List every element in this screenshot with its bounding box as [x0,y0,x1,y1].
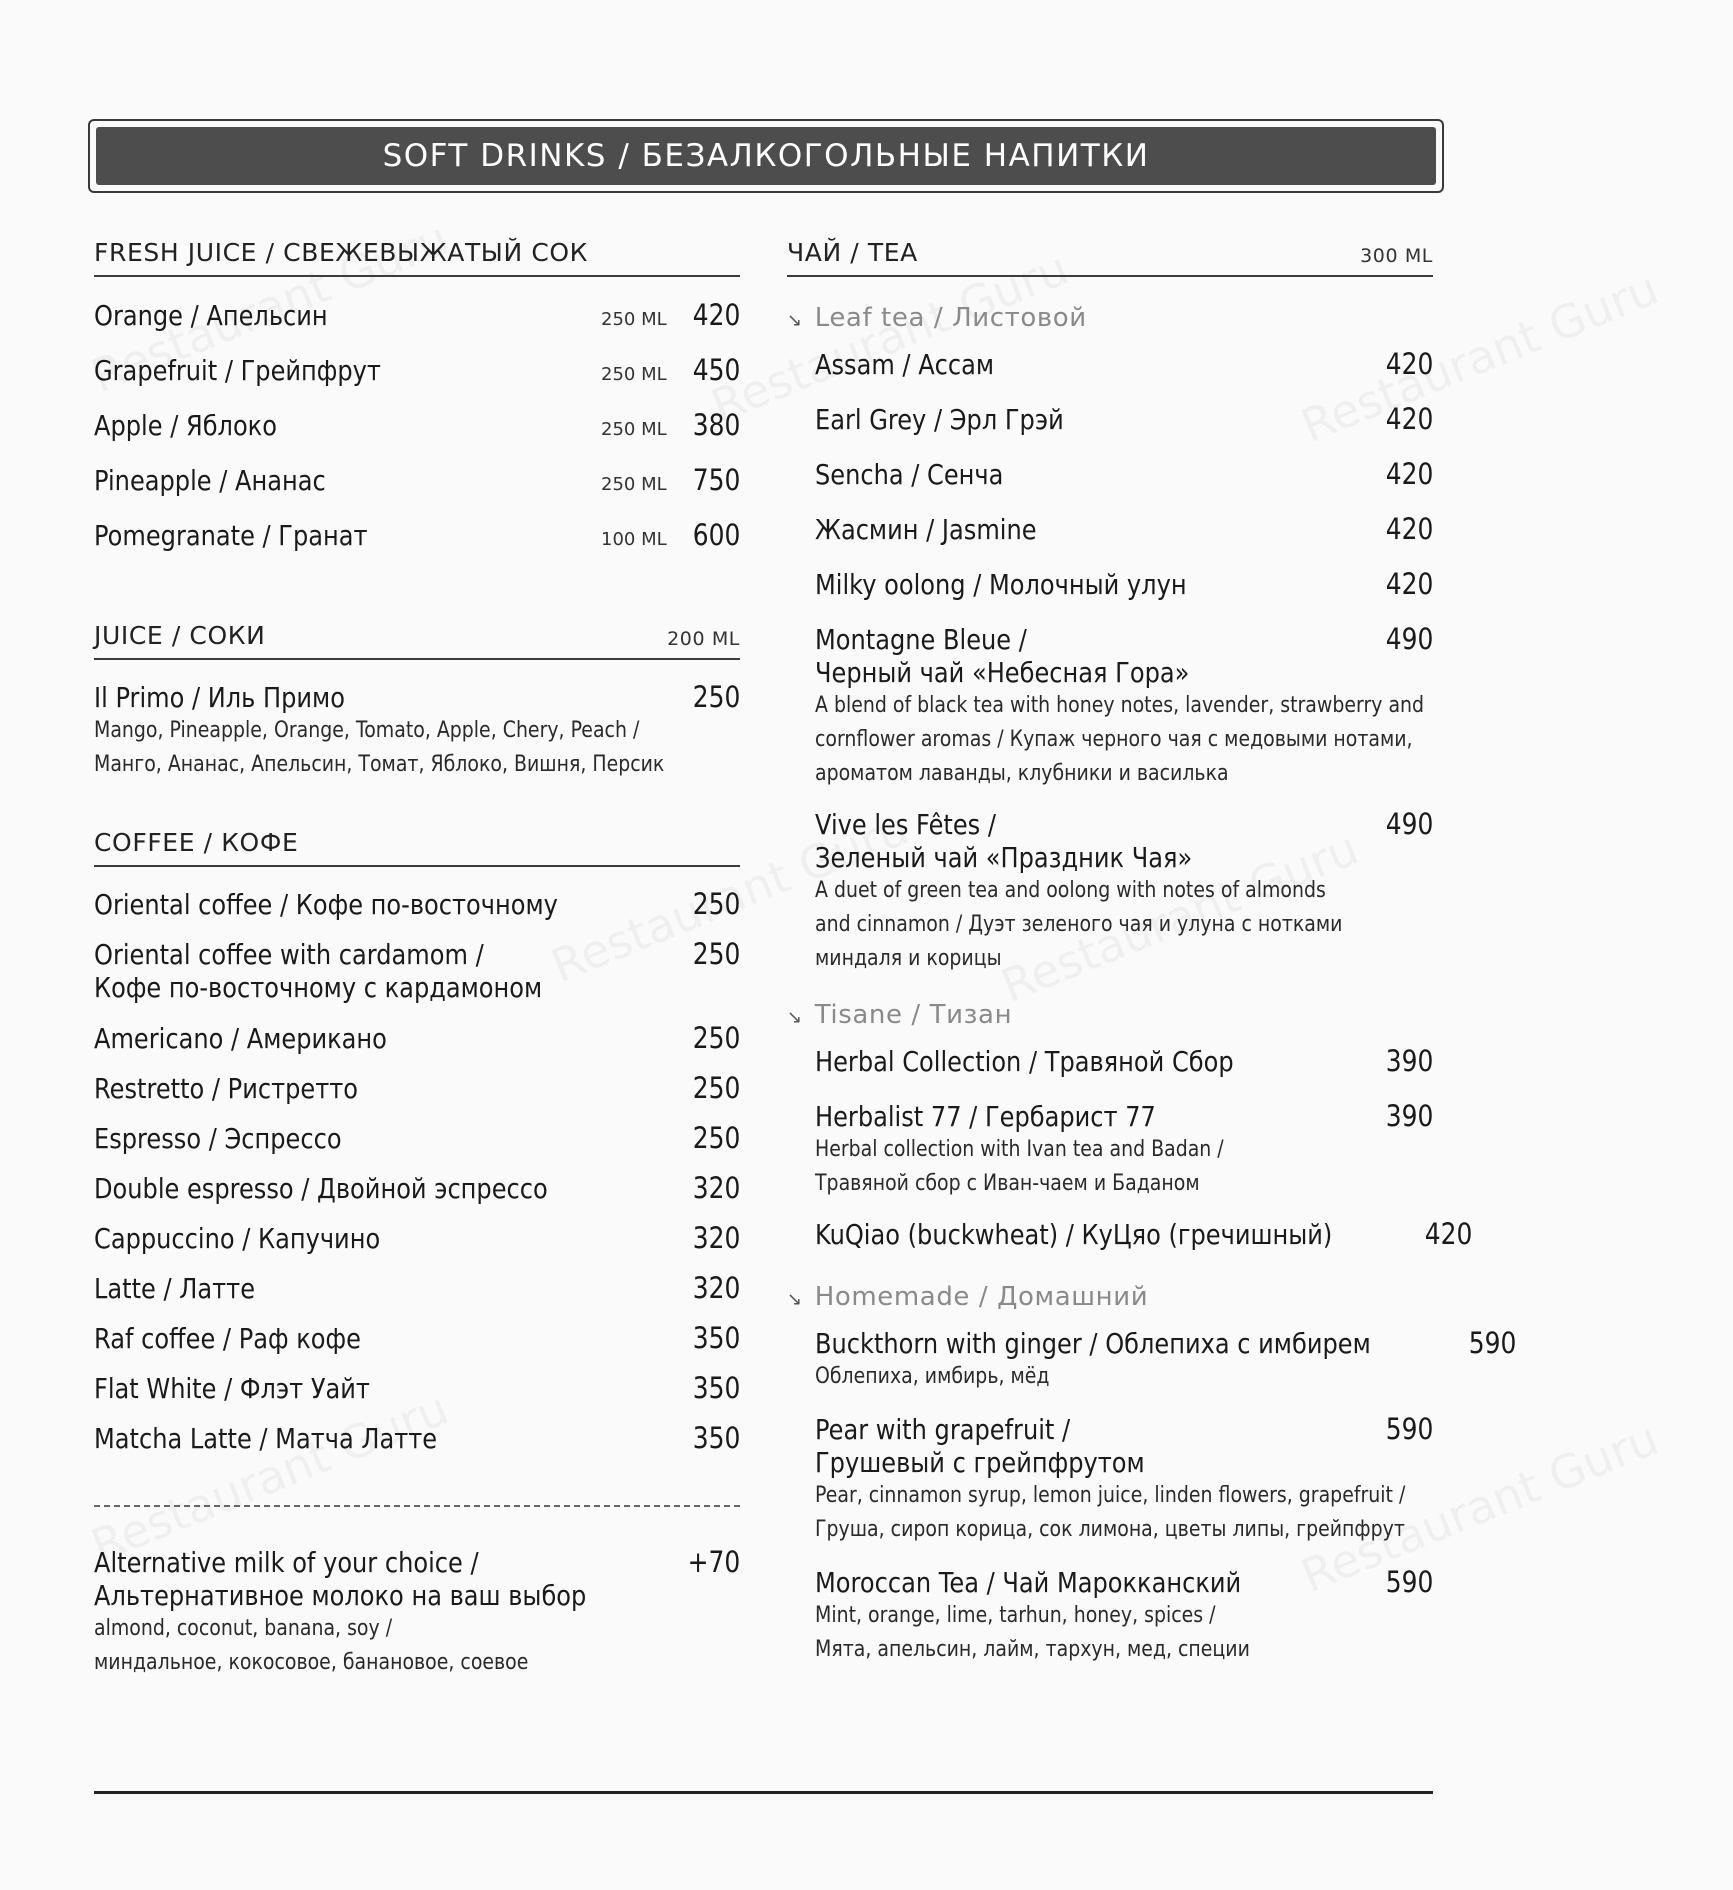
item-description: cornflower aromas / Купаж черного чая с медовыми нотами, [815,727,1413,752]
tea-title: ЧАЙ / TEA [787,238,918,267]
menu-item: Alternative milk of your choice / +70 [94,1545,740,1579]
item-description: Pear, cinnamon syrup, lemon juice, linden flowers, grapefruit / [815,1483,1406,1508]
section-banner [88,119,1444,193]
menu-item: Assam / Ассам 420 [815,347,1433,381]
item-description: A blend of black tea with honey notes, lavender, strawberry and [815,693,1425,718]
item-description: and cinnamon / Дуэт зеленого чая и улуна с нотками [815,912,1343,937]
item-name-ru: Грушевый с грейпфрутом [815,1446,1145,1479]
item-description: Облепиха, имбирь, мёд [815,1364,1050,1389]
item-description: миндаля и корицы [815,946,1002,971]
item-description: Манго, Ананас, Апельсин, Томат, Яблоко, Вишня, Персик [94,752,665,777]
menu-item: Latte / Латте 320 [94,1271,740,1305]
item-name-ru: Кофе по-восточному с кардамоном [94,971,543,1004]
menu-item: Montagne Bleue / 490 [815,622,1433,656]
item-description: Mint, orange, lime, tarhun, honey, spices / [815,1603,1216,1628]
menu-item: Herbalist 77 / Гербарист 77 390 [815,1099,1433,1133]
menu-item: Il Primo / Иль Примо 250 [94,680,740,714]
item-description: almond, coconut, banana, soy / [94,1616,393,1641]
menu-item: Americano / Американо 250 [94,1021,740,1055]
menu-item: Grapefruit / Грейпфрут 250 ML 450 [94,353,740,387]
menu-item: Orange / Апельсин 250 ML 420 [94,298,740,332]
menu-item: KuQiao (buckwheat) / КуЦяо (гречишный) 420 [815,1217,1472,1251]
subsection-leaf: ↘ Leaf tea / Листовой [787,303,1087,333]
menu-item: Matcha Latte / Матча Латте 350 [94,1421,740,1455]
juice-header [94,621,740,660]
subsection-tisane: ↘ Tisane / Тизан [787,1000,1013,1030]
menu-item: Herbal Collection / Травяной Сбор 390 [815,1044,1433,1078]
item-name-ru: Зеленый чай «Праздник Чая» [815,841,1193,874]
item-description: Мята, апельсин, лайм, тархун, мед, специи [815,1637,1250,1662]
fresh-juice-title: FRESH JUICE / СВЕЖЕВЫЖАТЫЙ СОК [94,238,589,267]
arrow-down-right-icon: ↘ [787,1289,803,1310]
arrow-down-right-icon: ↘ [787,1007,803,1028]
menu-item: Double espresso / Двойной эспрессо 320 [94,1171,740,1205]
item-description: Herbal collection with Ivan tea and Badan / [815,1137,1224,1162]
menu-item: Cappuccino / Капучино 320 [94,1221,740,1255]
item-description: Mango, Pineapple, Orange, Tomato, Apple, Chery, Peach / [94,718,640,743]
menu-item: Espresso / Эспрессо 250 [94,1121,740,1155]
item-description: Травяной сбор с Иван-чаем и Баданом [815,1171,1200,1196]
menu-item: Apple / Яблоко 250 ML 380 [94,408,740,442]
menu-item: Oriental coffee / Кофе по-восточному 250 [94,887,740,921]
item-description: миндальное, кокосовое, банановое, соевое [94,1650,529,1675]
juice-title: JUICE / СОКИ [94,621,266,650]
menu-item: Milky oolong / Молочный улун 420 [815,567,1433,601]
item-name-ru: Черный чай «Небесная Гора» [815,656,1190,689]
coffee-title: COFFEE / КОФЕ [94,828,299,857]
right-column [787,238,1517,1667]
bottom-divider [94,1791,1433,1794]
item-description: ароматом лаванды, клубники и василька [815,761,1229,786]
item-description: A duet of green tea and oolong with notes of almonds [815,878,1326,903]
item-description: Груша, сироп корица, сок лимона, цветы липы, грейпфрут [815,1517,1405,1542]
tea-header [787,238,1433,277]
coffee-header [94,828,740,867]
menu-item: Vive les Fêtes / 490 [815,807,1433,841]
tea-volume: 300 ML [1360,245,1433,267]
banner-title: SOFT DRINKS / БЕЗАЛКОГОЛЬНЫЕ НАПИТКИ [382,138,1150,174]
arrow-down-right-icon: ↘ [787,310,803,331]
menu-item: Earl Grey / Эрл Грэй 420 [815,402,1433,436]
juice-volume: 200 ML [667,628,740,650]
menu-item: Raf coffee / Раф кофе 350 [94,1321,740,1355]
menu-item: Жасмин / Jasmine 420 [815,512,1433,546]
item-name-ru: Альтернативное молоко на ваш выбор [94,1579,587,1612]
menu-item: Restretto / Ристретто 250 [94,1071,740,1105]
menu-item: Pineapple / Ананас 250 ML 750 [94,463,740,497]
menu-item: Pomegranate / Гранат 100 ML 600 [94,518,740,552]
menu-item: Flat White / Флэт Уайт 350 [94,1371,740,1405]
menu-item: Buckthorn with ginger / Облепиха с имбирем 590 [815,1326,1517,1360]
fresh-juice-header [94,238,740,277]
left-column [94,238,740,1680]
menu-item: Oriental coffee with cardamom / 250 [94,937,740,971]
subsection-homemade: ↘ Homemade / Домашний [787,1282,1149,1312]
menu-item: Moroccan Tea / Чай Марокканский 590 [815,1565,1433,1599]
menu-item: Pear with grapefruit / 590 [815,1412,1433,1446]
menu-item: Sencha / Сенча 420 [815,457,1433,491]
